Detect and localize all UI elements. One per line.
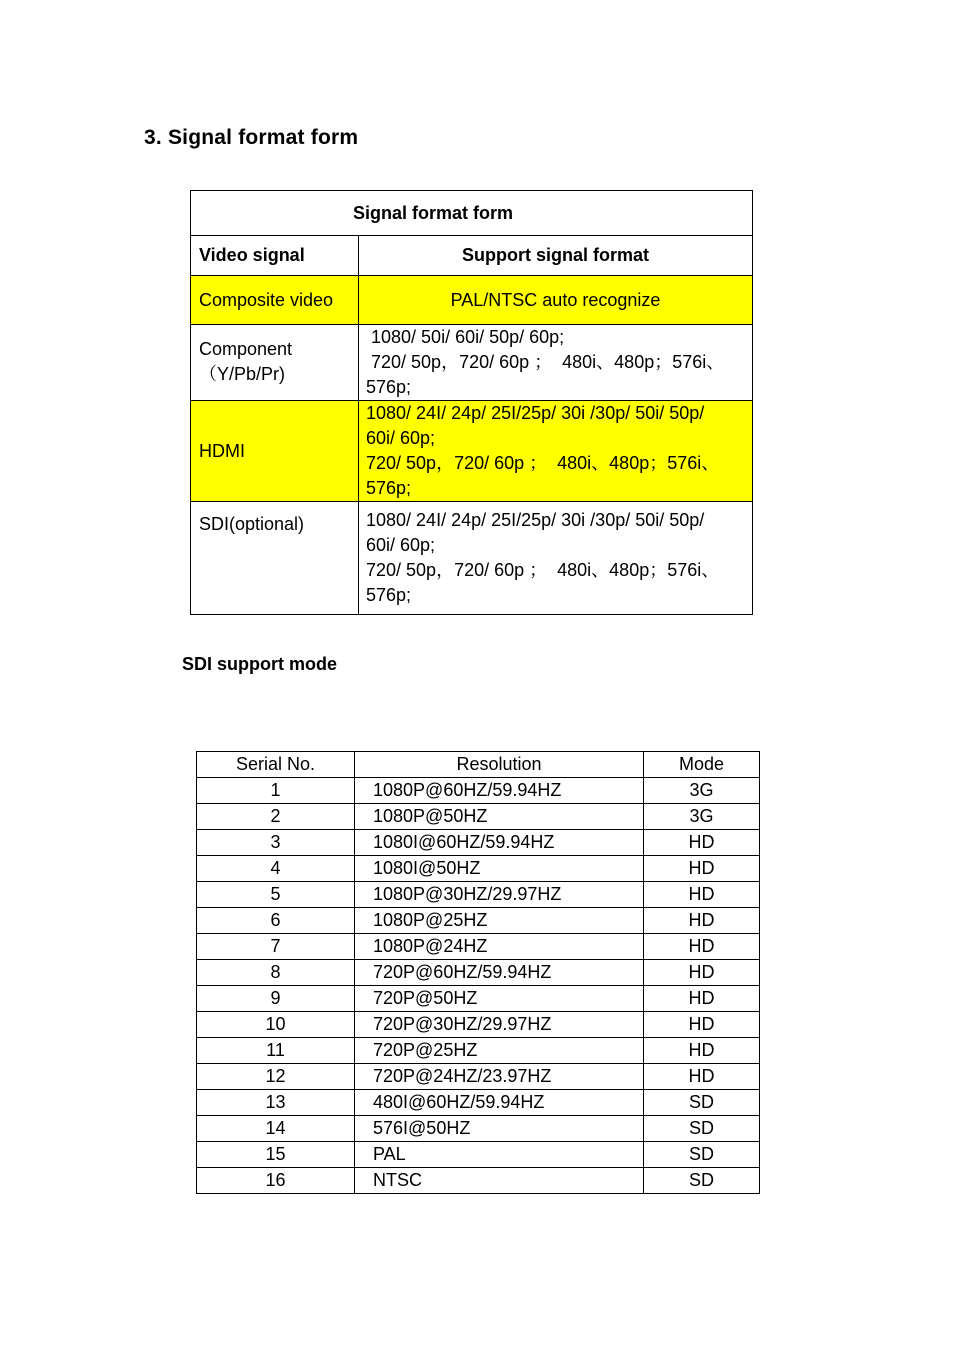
mode-cell: HD: [644, 1012, 760, 1038]
format-line: 60i/ 60p;: [366, 428, 436, 448]
mode-cell: HD: [644, 1064, 760, 1090]
resolution-cell: PAL: [355, 1142, 644, 1168]
serial-cell: 12: [197, 1064, 355, 1090]
signal-line: （Y/Pb/Pr): [199, 364, 286, 384]
table-row: [197, 986, 760, 1012]
resolution-cell: 1080P@50HZ: [355, 804, 644, 830]
table-caption-row: [191, 191, 753, 236]
header-video-signal: Video signal: [191, 236, 359, 276]
serial-cell: 1: [197, 778, 355, 804]
serial-cell: 11: [197, 1038, 355, 1064]
signal-format-table: [190, 190, 753, 615]
table-header-row: [191, 236, 753, 276]
resolution-cell: 720P@25HZ: [355, 1038, 644, 1064]
header-support-format: Support signal format: [359, 236, 753, 276]
serial-cell: 2: [197, 804, 355, 830]
format-line: 1080/ 50i/ 60i/ 50p/ 60p;: [366, 327, 565, 347]
mode-cell: HD: [644, 882, 760, 908]
table-row: [197, 804, 760, 830]
mode-cell: HD: [644, 934, 760, 960]
resolution-cell: NTSC: [355, 1168, 644, 1194]
resolution-cell: 1080P@25HZ: [355, 908, 644, 934]
mode-cell: 3G: [644, 778, 760, 804]
table-row: [197, 1142, 760, 1168]
mode-cell: 3G: [644, 804, 760, 830]
serial-cell: 13: [197, 1090, 355, 1116]
format-cell: [359, 401, 753, 502]
table-row: [197, 856, 760, 882]
serial-cell: 5: [197, 882, 355, 908]
table-row-sdi: [191, 502, 753, 615]
format-line: 576p;: [366, 377, 412, 397]
table-row: [197, 1090, 760, 1116]
resolution-cell: 1080I@60HZ/59.94HZ: [355, 830, 644, 856]
serial-cell: 7: [197, 934, 355, 960]
serial-cell: 9: [197, 986, 355, 1012]
signal-cell: [191, 325, 359, 401]
header-serial-no: Serial No.: [197, 752, 355, 778]
table-row: [197, 1012, 760, 1038]
signal-cell: Composite video: [191, 276, 359, 325]
resolution-cell: 1080I@50HZ: [355, 856, 644, 882]
table-row: [197, 1038, 760, 1064]
resolution-cell: 1080P@30HZ/29.97HZ: [355, 882, 644, 908]
format-line: 720/ 50p，720/ 60p ； 480i、480p；576i、: [366, 560, 720, 580]
resolution-cell: 720P@60HZ/59.94HZ: [355, 960, 644, 986]
table-row: [197, 934, 760, 960]
header-resolution: Resolution: [355, 752, 644, 778]
table-header-row: [197, 752, 760, 778]
table-row: [197, 960, 760, 986]
mode-cell: HD: [644, 986, 760, 1012]
table-row: [197, 908, 760, 934]
table-row: [197, 1168, 760, 1194]
format-line: 720/ 50p，720/ 60p ； 480i、480p；576i、: [366, 453, 720, 473]
table-row: [197, 1064, 760, 1090]
table-row: [197, 1116, 760, 1142]
mode-cell: HD: [644, 830, 760, 856]
mode-cell: HD: [644, 856, 760, 882]
sdi-mode-table: [196, 751, 760, 1194]
serial-cell: 4: [197, 856, 355, 882]
serial-cell: 3: [197, 830, 355, 856]
serial-cell: 14: [197, 1116, 355, 1142]
format-line: 1080/ 24I/ 24p/ 25I/25p/ 30i /30p/ 50i/ 50p/: [366, 510, 705, 530]
signal-cell: HDMI: [191, 401, 359, 502]
signal-line: Component: [199, 339, 293, 359]
serial-cell: 15: [197, 1142, 355, 1168]
format-line: 576p;: [366, 585, 412, 605]
mode-cell: HD: [644, 1038, 760, 1064]
signal-cell: SDI(optional): [191, 502, 359, 615]
format-cell: PAL/NTSC auto recognize: [359, 276, 753, 325]
format-line: 1080/ 24I/ 24p/ 25I/25p/ 30i /30p/ 50i/ 50p/: [366, 403, 705, 423]
format-line: 720/ 50p，720/ 60p ； 480i、480p；576i、: [366, 352, 725, 372]
table-row-component: [191, 325, 753, 401]
table-row: [197, 882, 760, 908]
table-row-hdmi: [191, 401, 753, 502]
resolution-cell: 720P@30HZ/29.97HZ: [355, 1012, 644, 1038]
resolution-cell: 720P@50HZ: [355, 986, 644, 1012]
mode-cell: SD: [644, 1142, 760, 1168]
serial-cell: 10: [197, 1012, 355, 1038]
mode-cell: HD: [644, 908, 760, 934]
table-row-composite: [191, 276, 753, 325]
format-cell: [359, 325, 753, 401]
table-row: [197, 778, 760, 804]
mode-cell: SD: [644, 1090, 760, 1116]
header-mode: Mode: [644, 752, 760, 778]
sdi-support-heading: SDI support mode: [182, 654, 338, 674]
mode-cell: SD: [644, 1116, 760, 1142]
format-cell: [359, 502, 753, 615]
section-heading: 3. Signal format form: [144, 126, 359, 149]
serial-cell: 16: [197, 1168, 355, 1194]
mode-cell: HD: [644, 960, 760, 986]
serial-cell: 8: [197, 960, 355, 986]
resolution-cell: 480I@60HZ/59.94HZ: [355, 1090, 644, 1116]
resolution-cell: 576I@50HZ: [355, 1116, 644, 1142]
mode-cell: SD: [644, 1168, 760, 1194]
resolution-cell: 1080P@60HZ/59.94HZ: [355, 778, 644, 804]
resolution-cell: 720P@24HZ/23.97HZ: [355, 1064, 644, 1090]
serial-cell: 6: [197, 908, 355, 934]
table-row: [197, 830, 760, 856]
resolution-cell: 1080P@24HZ: [355, 934, 644, 960]
table-caption: Signal format form: [191, 191, 753, 236]
format-line: 576p;: [366, 478, 412, 498]
format-line: 60i/ 60p;: [366, 535, 436, 555]
